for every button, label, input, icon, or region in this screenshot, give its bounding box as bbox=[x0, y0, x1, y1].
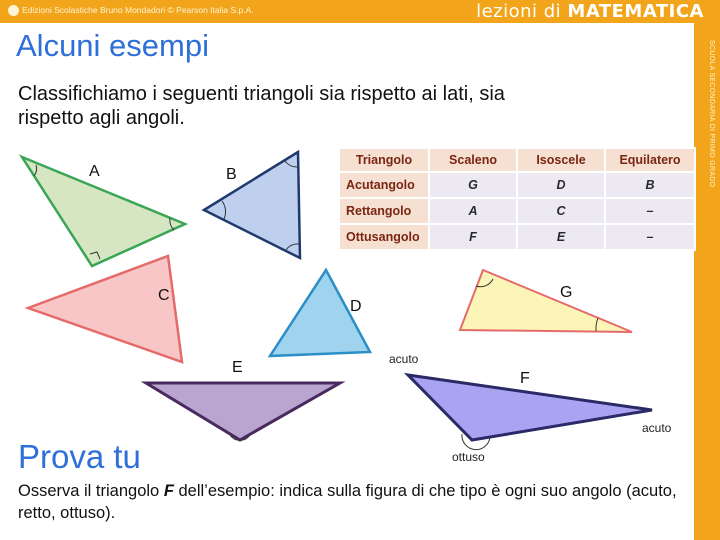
triangle-b bbox=[204, 152, 300, 258]
table-cell: C bbox=[517, 198, 605, 224]
triangle-e bbox=[146, 383, 340, 440]
slide-title: Alcuni esempi bbox=[16, 28, 209, 63]
exercise-text-bold: F bbox=[163, 482, 174, 500]
label-d: D bbox=[350, 298, 362, 315]
label-b: B bbox=[226, 166, 237, 183]
label-f: F bbox=[520, 370, 530, 387]
table-cell: G bbox=[429, 172, 517, 198]
exercise-text bbox=[18, 480, 678, 524]
table-row bbox=[339, 198, 695, 224]
table-cell: D bbox=[517, 172, 605, 198]
label-g: G bbox=[560, 284, 573, 301]
intro-line-2: rispetto agli angoli. bbox=[18, 107, 185, 129]
table-cell: – bbox=[605, 224, 695, 250]
table-cell: B bbox=[605, 172, 695, 198]
brand-light: lezioni di bbox=[476, 1, 562, 22]
note-acuto-right: acuto bbox=[642, 421, 672, 435]
row-label: Ottusangolo bbox=[339, 224, 429, 250]
triangle-f bbox=[408, 375, 652, 440]
table-cell: F bbox=[429, 224, 517, 250]
triangle-g bbox=[460, 270, 632, 332]
exercise-heading: Prova tu bbox=[18, 438, 141, 475]
note-acuto-top: acuto bbox=[389, 352, 419, 366]
note-ottuso: ottuso bbox=[452, 450, 485, 464]
row-label: Rettangolo bbox=[339, 198, 429, 224]
classification-table bbox=[338, 147, 696, 251]
brand-bold: MATEMATICA bbox=[567, 1, 704, 22]
table-row bbox=[339, 224, 695, 250]
triangle-a bbox=[22, 157, 185, 266]
publisher-credit: Edizioni Scolastiche Bruno Mondadori © Pearson Italia S.p.A. bbox=[22, 5, 254, 15]
exercise-text-pre: Osserva il triangolo bbox=[18, 482, 164, 500]
table-cell: E bbox=[517, 224, 605, 250]
label-a: A bbox=[89, 163, 100, 180]
intro-line-1: Classifichiamo i seguenti triangoli sia rispetto ai lati, sia bbox=[18, 83, 505, 105]
table-cell: A bbox=[429, 198, 517, 224]
row-label: Acutangolo bbox=[339, 172, 429, 198]
exercise-text-post: dell’esempio: indica sulla figura di che tipo è ogni suo angolo (acuto, retto, ottuso). bbox=[18, 482, 677, 522]
table-cell: – bbox=[605, 198, 695, 224]
triangle-c bbox=[28, 256, 182, 362]
sidebar-label: SCUOLA SECONDARIA DI PRIMO GRADO bbox=[708, 40, 715, 188]
table-row bbox=[339, 172, 695, 198]
header-triangolo: Triangolo bbox=[339, 148, 429, 172]
header-equilatero: Equilatero bbox=[605, 148, 695, 172]
label-c: C bbox=[158, 287, 170, 304]
table-header-row bbox=[339, 148, 695, 172]
header-isoscele: Isoscele bbox=[517, 148, 605, 172]
header-scaleno: Scaleno bbox=[429, 148, 517, 172]
label-e: E bbox=[232, 359, 243, 376]
